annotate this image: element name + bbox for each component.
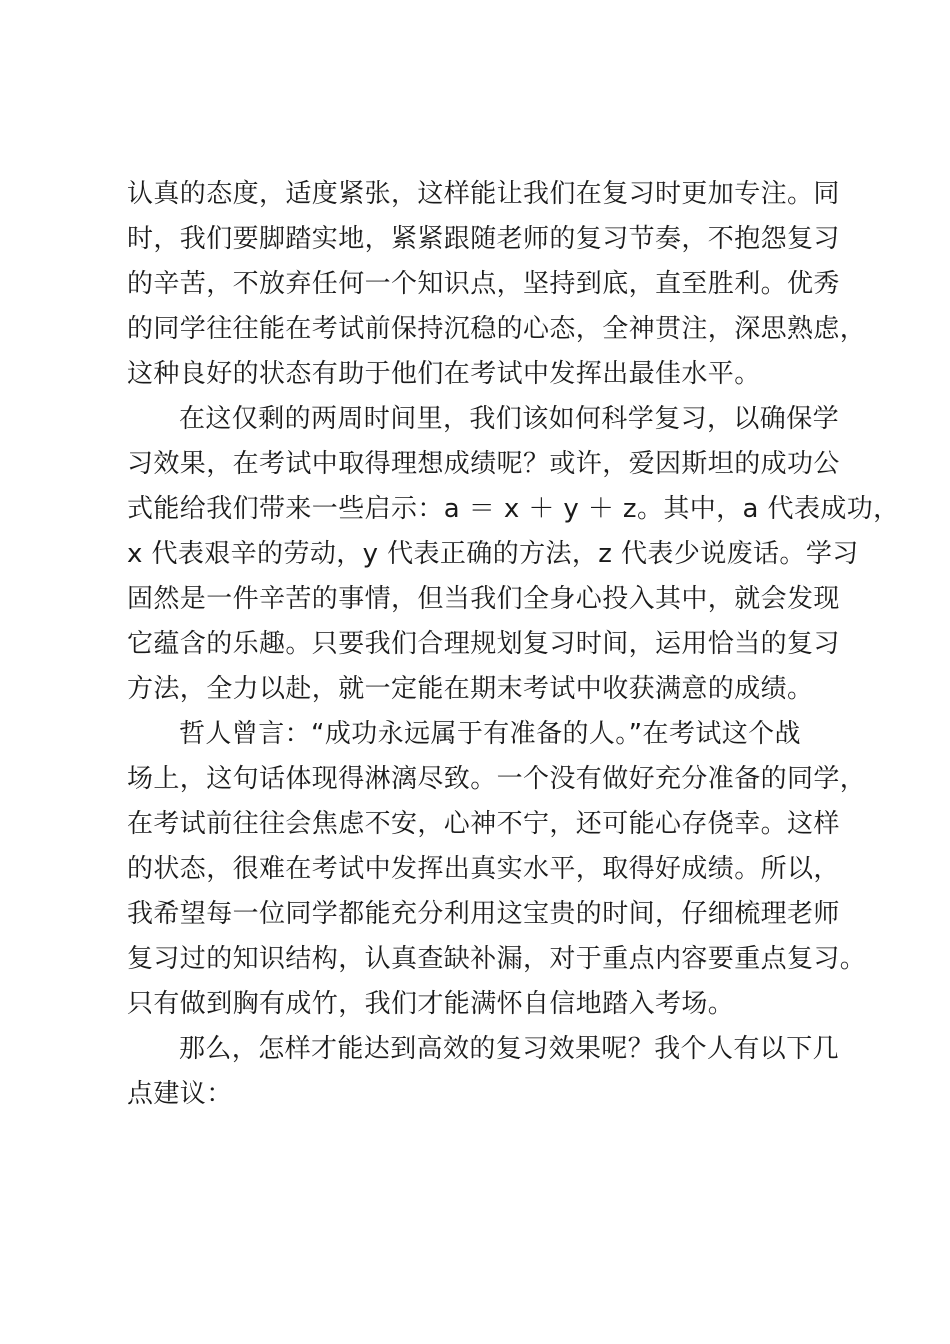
paragraph-line: 的辛苦，不放弃任何一个知识点，坚持到底，直至胜利。优秀: [127, 269, 840, 299]
paragraph-line: 哲人曾言：“成功永远属于有准备的人。”在考试这个战: [179, 719, 801, 749]
paragraph-4: [127, 1027, 867, 1117]
paragraph-line: 那么，怎样才能达到高效的复习效果呢？我个人有以下几: [179, 1034, 840, 1064]
paragraph-line: 我希望每一位同学都能充分利用这宝贵的时间，仔细梳理老师: [127, 899, 840, 929]
paragraph-line: 式能给我们带来一些启示：a ＝ x ＋ y ＋ z。其中，a 代表成功，: [127, 494, 900, 524]
paragraph-line: 它蕴含的乐趣。只要我们合理规划复习时间，运用恰当的复习: [127, 629, 840, 659]
paragraph-line: 在这仅剩的两周时间里，我们该如何科学复习，以确保学: [179, 404, 840, 434]
paragraph-line: 的同学往往能在考试前保持沉稳的心态，全神贯注，深思熟虑，: [127, 314, 867, 344]
paragraph-line: 时，我们要脚踏实地，紧紧跟随老师的复习节奏，不抱怨复习: [127, 224, 840, 254]
paragraph-line: 在考试前往往会焦虑不安，心神不宁，还可能心存侥幸。这样: [127, 809, 840, 839]
paragraph-line: 点建议：: [127, 1079, 233, 1109]
paragraph-line: 的状态，很难在考试中发挥出真实水平，取得好成绩。所以，: [127, 854, 840, 884]
paragraph-3: [127, 712, 867, 1027]
paragraph-line: 复习过的知识结构，认真查缺补漏，对于重点内容要重点复习。: [127, 944, 867, 974]
paragraph-line: 方法，全力以赴，就一定能在期末考试中收获满意的成绩。: [127, 674, 814, 704]
paragraph-line: 只有做到胸有成竹，我们才能满怀自信地踏入考场。: [127, 989, 735, 1019]
document-body: [127, 172, 900, 1117]
paragraph-line: 固然是一件辛苦的事情，但当我们全身心投入其中，就会发现: [127, 584, 840, 614]
paragraph-line: 场上，这句话体现得淋漓尽致。一个没有做好充分准备的同学，: [127, 764, 867, 794]
paragraph-line: x 代表艰辛的劳动，y 代表正确的方法，z 代表少说废话。学习: [127, 539, 859, 569]
paragraph-line: 习效果，在考试中取得理想成绩呢？或许，爱因斯坦的成功公: [127, 449, 840, 479]
paragraph-line: 认真的态度，适度紧张，这样能让我们在复习时更加专注。同: [127, 179, 840, 209]
paragraph-1: [127, 172, 867, 397]
paragraph-2: [127, 397, 900, 712]
paragraph-line: 这种良好的状态有助于他们在考试中发挥出最佳水平。: [127, 359, 761, 389]
